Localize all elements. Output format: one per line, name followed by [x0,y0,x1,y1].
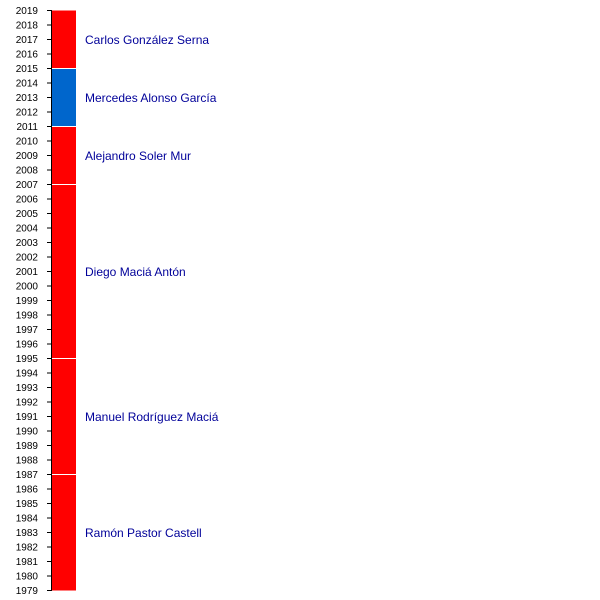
y-tick-label: 2006 [15,194,38,206]
y-axis [16,6,52,597]
y-tick-label: 2014 [15,78,38,90]
segment-bar [52,11,76,69]
segment-bar [52,475,76,591]
y-tick-label: 1989 [15,441,38,452]
y-tick-label: 1997 [15,325,38,336]
y-tick-label: 2007 [15,180,38,191]
segment-bar [52,359,76,475]
y-tick-label: 1992 [15,397,38,409]
y-tick-label: 2018 [15,20,38,32]
segment-bar [52,185,76,359]
segment-label: Diego Maciá Antón [85,265,186,279]
y-tick-label: 1984 [15,513,38,525]
segment-label: Alejandro Soler Mur [85,149,192,163]
y-tick-label: 1982 [15,542,38,554]
y-tick-label: 1985 [15,499,38,510]
y-tick-label: 2002 [15,252,38,264]
y-tick-label: 2017 [15,35,38,46]
y-tick-label: 1979 [15,586,38,597]
segment-label: Ramón Pastor Castell [85,526,202,540]
y-tick-label: 2008 [15,165,38,177]
y-tick-label: 1983 [15,528,38,539]
y-tick-label: 1995 [15,354,38,365]
y-tick-label: 1993 [15,383,38,394]
segment-label: Mercedes Alonso García [85,91,217,105]
segment-bar [52,69,76,127]
y-tick-label: 1999 [15,296,38,307]
y-tick-label: 1990 [15,426,38,438]
y-tick-label: 2000 [15,281,38,293]
y-tick-label: 2016 [15,49,38,61]
y-tick-label: 2015 [15,64,38,75]
y-tick-label: 2001 [15,267,38,278]
segment-bar [52,127,76,185]
y-tick-label: 2013 [15,93,38,104]
y-tick-label: 1998 [15,310,38,322]
y-tick-label: 1981 [15,557,38,568]
y-tick-label: 2012 [15,107,38,119]
y-tick-label: 2019 [15,6,38,17]
y-tick-label: 2003 [15,238,38,249]
segment-label: Carlos González Serna [85,33,210,47]
y-tick-label: 2010 [15,136,38,148]
y-tick-label: 1988 [15,455,38,467]
y-tick-label: 2004 [15,223,38,235]
y-tick-label: 2005 [15,209,38,220]
y-tick-label: 1980 [15,571,38,583]
y-tick-label: 1987 [15,470,38,481]
y-tick-label: 1996 [15,339,38,351]
segments [52,11,76,591]
y-tick-label: 1986 [15,484,38,496]
y-tick-label: 2009 [15,151,38,162]
y-tick-label: 1991 [15,412,38,423]
y-tick-label: 2011 [16,122,38,133]
segment-label: Manuel Rodríguez Maciá [85,410,219,424]
y-tick-label: 1994 [15,368,38,380]
segment-labels [85,33,219,540]
